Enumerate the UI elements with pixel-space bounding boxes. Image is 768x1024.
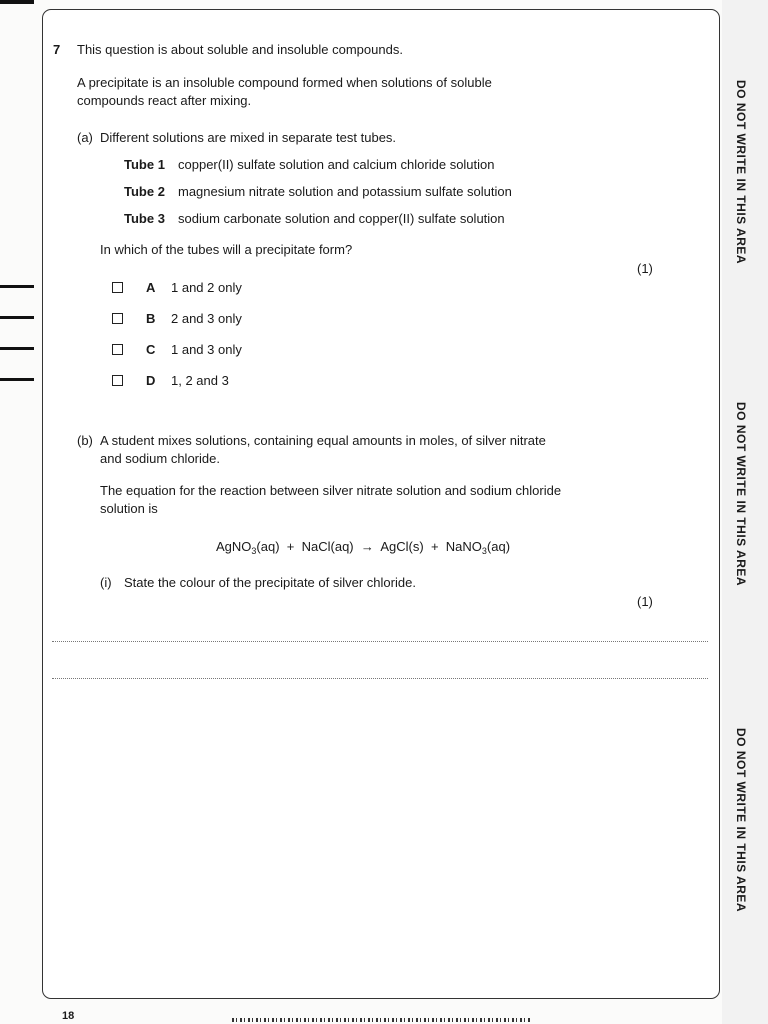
margin-mark [0, 347, 34, 350]
product-sodium-nitrate: NaNO$_3$(aq) [445, 539, 511, 556]
option-b-text: 2 and 3 only [171, 311, 242, 326]
tube-2-label: Tube 2 [124, 184, 165, 199]
chemical-equation [216, 538, 510, 557]
question-intro: This question is about soluble and insoluble compounds. [77, 42, 403, 57]
tube-2-text: magnesium nitrate solution and potassium sulfate solution [178, 184, 512, 199]
option-c-checkbox[interactable] [112, 344, 123, 355]
part-a-label: (a) [77, 130, 93, 145]
top-rule [0, 0, 34, 4]
tube-1-text: copper(II) sulfate solution and calcium chloride solution [178, 157, 495, 172]
answer-line[interactable] [52, 641, 708, 642]
reactant-sodium-chloride: NaCl(aq) [301, 539, 354, 554]
margin-notice-middle: DO NOT WRITE IN THIS AREA [734, 402, 748, 587]
equation-intro-line-1: The equation for the reaction between silver nitrate solution and sodium chloride [100, 483, 562, 498]
option-c-letter: C [146, 342, 156, 357]
page-number: 18 [62, 1010, 75, 1022]
option-a-checkbox[interactable] [112, 282, 123, 293]
option-b-letter: B [146, 311, 156, 326]
option-a-text: 1 and 2 only [171, 280, 242, 295]
part-a-marks: (1) [637, 261, 653, 276]
sub-i-marks: (1) [637, 594, 653, 609]
reactant-silver-nitrate: AgNO$_3$(aq) [216, 539, 280, 556]
plus-sign: + [286, 539, 295, 554]
answer-line[interactable] [52, 678, 708, 679]
equation-intro-line-2: solution is [100, 501, 158, 516]
definition-line-2: compounds react after mixing. [77, 93, 252, 108]
part-a-prompt: In which of the tubes will a precipitate form? [100, 242, 353, 257]
definition-line-1: A precipitate is an insoluble compound formed when solutions of soluble [77, 75, 492, 90]
option-d-checkbox[interactable] [112, 375, 123, 386]
margin-mark [0, 316, 34, 319]
part-b-stem-line-1: A student mixes solutions, containing equal amounts in moles, of silver nitrate [100, 433, 546, 448]
reaction-arrow: → [360, 539, 374, 554]
part-b-label: (b) [77, 433, 93, 448]
product-silver-chloride: AgCl(s) [380, 539, 424, 554]
option-d-text: 1, 2 and 3 [171, 373, 229, 388]
tube-3-label: Tube 3 [124, 211, 165, 226]
margin-mark [0, 378, 34, 381]
option-b-checkbox[interactable] [112, 313, 123, 324]
part-a-stem: Different solutions are mixed in separate test tubes. [100, 130, 397, 145]
tube-3-text: sodium carbonate solution and copper(II) sulfate solution [178, 211, 505, 226]
option-a-letter: A [146, 280, 156, 295]
plus-sign: + [430, 539, 439, 554]
question-number: 7 [53, 42, 61, 57]
margin-notice-bottom: DO NOT WRITE IN THIS AREA [734, 728, 748, 913]
sub-i-label: (i) [100, 575, 112, 590]
part-b-stem-line-2: and sodium chloride. [100, 451, 220, 466]
option-d-letter: D [146, 373, 156, 388]
margin-mark [0, 285, 34, 288]
option-c-text: 1 and 3 only [171, 342, 242, 357]
tube-1-label: Tube 1 [124, 157, 165, 172]
footer-barcode [232, 1018, 532, 1022]
sub-i-text: State the colour of the precipitate of silver chloride. [124, 575, 416, 590]
margin-notice-top: DO NOT WRITE IN THIS AREA [734, 80, 748, 265]
